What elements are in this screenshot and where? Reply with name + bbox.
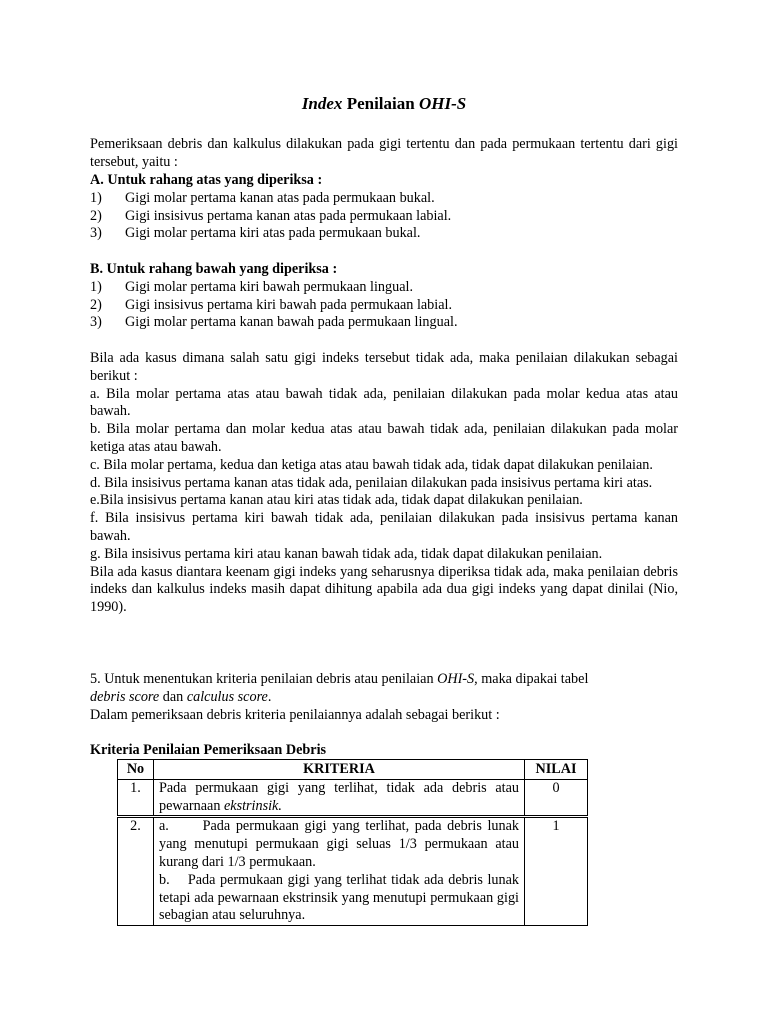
row-criteria — [153, 817, 524, 926]
list-item-number: 3) — [90, 314, 102, 331]
list-item-text: Gigi insisivus pertama kiri bawah pada permukaan labial. — [125, 296, 453, 313]
list-item-text: Gigi molar pertama kanan bawah pada permukaan lingual. — [125, 314, 458, 331]
list-item — [90, 190, 678, 208]
section-b-heading: B. Untuk rahang bawah yang diperiksa : — [90, 261, 338, 277]
list-item — [90, 279, 678, 297]
criteria-b: b. Pada permukaan gigi yang terlihat tidak ada debris lunak tetapi ada pewarnaan ekstrinsik yang menutupi permukaan gigi sebagian atau seluruhnya. — [158, 871, 520, 924]
cases-section — [90, 350, 678, 617]
cases-intro: Bila ada kasus dimana salah satu gigi indeks tersebut tidak ada, maka penilaian dilakukan sebagai berikut : — [90, 350, 678, 384]
table-row — [118, 817, 588, 926]
list-item-text: Gigi molar pertama kiri bawah permukaan lingual. — [125, 278, 413, 295]
criteria-table — [117, 759, 588, 926]
criteria-a: a. Pada permukaan gigi yang terlihat, pada debris lunak yang menutupi permukaan gigi seluas 1/3 permukaan atau kurang dari 1/3 permukaan. — [158, 818, 520, 870]
section-a-heading: A. Untuk rahang atas yang diperiksa : — [90, 172, 323, 188]
point-5-line-2 — [90, 689, 678, 707]
debris-score-term: debris score — [90, 688, 160, 705]
point-5-text: 5. Untuk menentukan kriteria penilaian debris atau penilaian — [90, 671, 438, 687]
case-a: a. Bila molar pertama atas atau bawah tidak ada, penilaian dilakukan pada molar kedua atas atau bawah. — [90, 385, 678, 420]
case-f: f. Bila insisivus pertama kiri bawah tidak ada, penilaian dilakukan pada insisivus pertama kanan bawah. — [90, 510, 678, 544]
title-plain: Penilaian — [342, 94, 419, 113]
header-kriteria: KRITERIA — [153, 760, 524, 780]
point-5-italic-ohis: OHI-S — [437, 671, 475, 687]
section-b — [90, 261, 678, 332]
list-item-number: 1) — [90, 278, 102, 295]
case-d: d. Bila insisivus pertama kanan atas tidak ada, penilaian dilakukan pada insisivus pertama kiri atas. — [90, 474, 653, 491]
list-item-number: 2) — [90, 207, 102, 224]
title-italic-index: Index — [301, 94, 343, 113]
section-a — [90, 172, 678, 243]
list-item — [90, 225, 678, 243]
case-e: e.Bila insisivus pertama kanan atau kiri atas tidak ada, tidak dapat dilakukan penilaian. — [90, 492, 583, 509]
row-number: 2. — [118, 817, 154, 926]
list-item-number: 3) — [90, 225, 102, 242]
list-item-text: Gigi insisivus pertama kanan atas pada permukaan labial. — [125, 207, 452, 224]
list-item-text: Gigi molar pertama kiri atas pada permukaan bukal. — [125, 225, 421, 242]
header-no: No — [118, 760, 154, 780]
header-nilai: NILAI — [525, 760, 588, 780]
page-title — [0, 94, 768, 114]
case-c: c. Bila molar pertama, kedua dan ketiga atas atau bawah tidak ada, tidak dapat dilakukan penilaian. — [90, 456, 653, 473]
row-score: 0 — [525, 779, 588, 817]
intro-paragraph: Pemeriksaan debris dan kalkulus dilakukan pada gigi tertentu dan pada permukaan tertentu dari gigi tersebut, yaitu : — [90, 136, 678, 170]
list-item-number: 2) — [90, 296, 102, 313]
row-criteria — [153, 779, 524, 817]
table-caption: Kriteria Penilaian Pemeriksaan Debris — [90, 742, 327, 758]
case-b: b. Bila molar pertama dan molar kedua atas atau bawah tidak ada, penilaian dilakukan pada molar ketiga atas atau bawah. — [90, 421, 678, 455]
list-item — [90, 208, 678, 226]
point-5-line-3: Dalam pemeriksaan debris kriteria penilaiannya adalah sebagai berikut : — [90, 706, 500, 723]
case-g: g. Bila insisivus pertama kiri atau kanan bawah tidak ada, tidak dapat dilakukan penilaian. — [90, 545, 603, 562]
title-italic-ohis: OHI-S — [418, 94, 467, 113]
row-score: 1 — [525, 817, 588, 926]
period-text: . — [267, 688, 272, 705]
row-number: 1. — [118, 779, 154, 817]
point-5 — [90, 671, 678, 724]
table-row — [118, 779, 588, 817]
cases-closing: Bila ada kasus diantara keenam gigi indeks yang seharusnya diperiksa tidak ada, maka penilaian debris indeks dan kalkulus indeks masih dapat dihitung apabila ada dua gigi indeks yang dapat dinilai (Nio, 1990). — [90, 563, 678, 616]
criteria-text: Pada permukaan gigi yang terlihat, tidak ada debris atau pewarnaan — [158, 779, 520, 814]
calculus-score-term: calculus score — [186, 688, 268, 705]
table-header-row — [118, 760, 588, 780]
point-5-line-1 — [90, 671, 678, 689]
list-item — [90, 297, 678, 315]
criteria-italic: ekstrinsik. — [223, 797, 282, 814]
point-5-text-end: , maka dipakai tabel — [474, 671, 589, 687]
list-item-text: Gigi molar pertama kanan atas pada permukaan bukal. — [125, 189, 435, 206]
list-item-number: 1) — [90, 189, 102, 206]
list-item — [90, 314, 678, 332]
conjunction-text: dan — [159, 688, 187, 705]
